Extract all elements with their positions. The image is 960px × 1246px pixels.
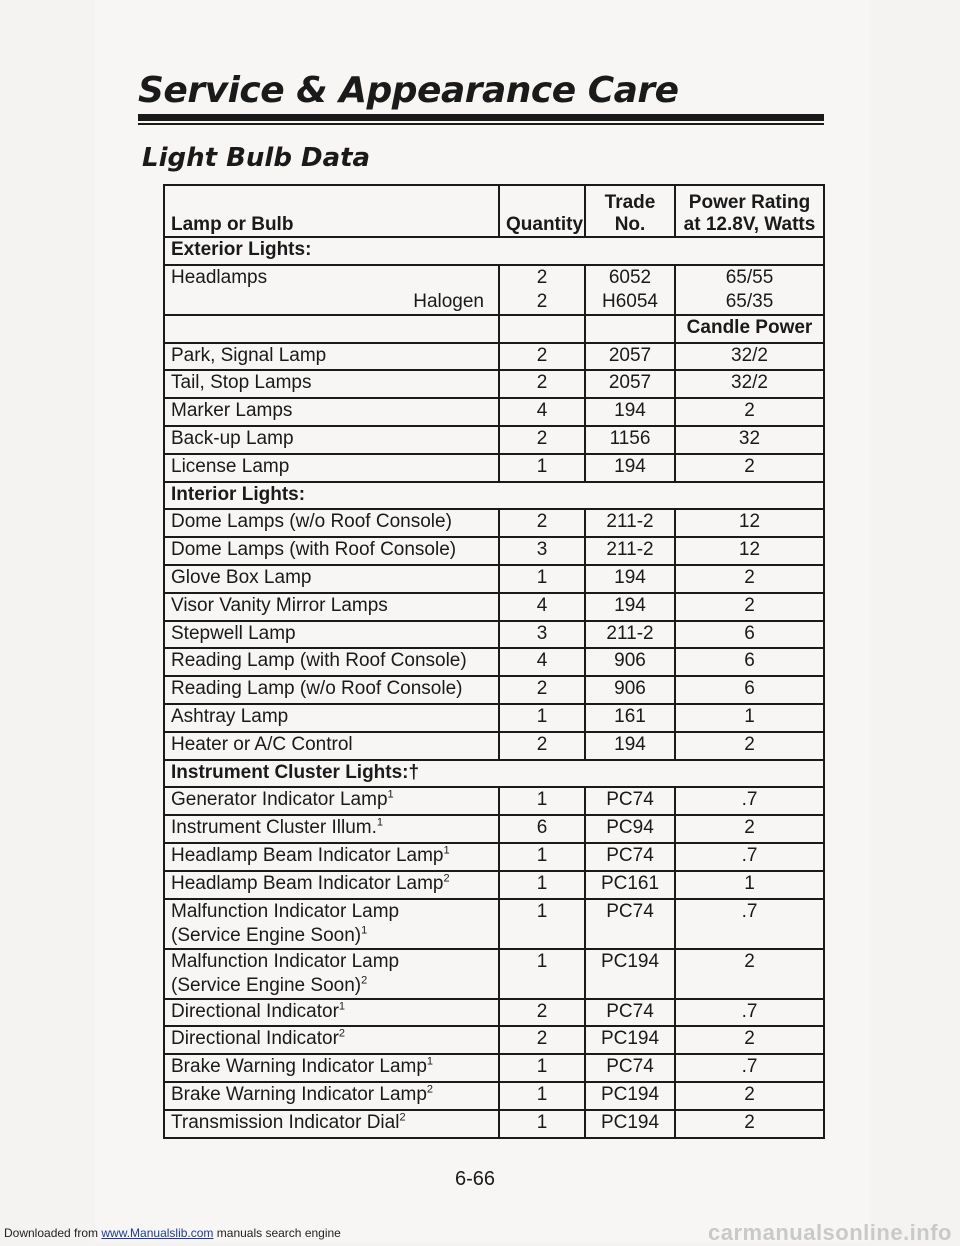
table-row xyxy=(164,454,824,482)
cell-qty: 1 xyxy=(499,899,585,949)
download-prefix: Downloaded from xyxy=(4,1226,102,1240)
cell-empty xyxy=(164,315,499,343)
cell-trade: 906 xyxy=(585,648,675,676)
footnote-marker: 1 xyxy=(338,1000,346,1013)
table-row xyxy=(164,704,824,732)
cell-empty xyxy=(499,315,585,343)
footnote-marker: 1 xyxy=(376,816,384,829)
candle-power-label: Candle Power xyxy=(675,315,824,343)
cell-power: .7 xyxy=(675,899,824,949)
table-row xyxy=(164,593,824,621)
footnote-marker: 2 xyxy=(443,872,450,885)
lamp-name: Instrument Cluster Illum. xyxy=(171,817,377,839)
cell-power: 2 xyxy=(675,815,824,843)
cell-qty: 2 xyxy=(499,426,585,454)
cell-qty: 1 xyxy=(499,454,585,482)
cell-trade: PC74 xyxy=(585,1054,675,1082)
footnote-marker: 1 xyxy=(387,789,394,802)
cell-power: .7 xyxy=(675,999,824,1027)
cell-power: 32/2 xyxy=(675,370,824,398)
cell-power: 6 xyxy=(675,676,824,704)
cell-qty: 4 xyxy=(499,593,585,621)
table-row xyxy=(164,370,824,398)
cell-power: 2 xyxy=(675,732,824,760)
section-heading-instrument: Instrument Cluster Lights:† xyxy=(164,760,824,788)
cell-trade: PC194 xyxy=(585,949,675,999)
cell-trade: 161 xyxy=(585,704,675,732)
cell-lamp xyxy=(164,871,499,899)
lamp-name: Headlamp Beam Indicator Lamp xyxy=(171,872,444,894)
lamp-name: Transmission Indicator Dial xyxy=(171,1111,400,1133)
cell-lamp: Visor Vanity Mirror Lamps xyxy=(164,593,499,621)
table-row xyxy=(164,1082,824,1110)
cell-lamp: Stepwell Lamp xyxy=(164,621,499,649)
cell-qty: 2 xyxy=(499,999,585,1027)
cell-lamp xyxy=(164,265,499,315)
cell-power: 2 xyxy=(675,1082,824,1110)
cell-lamp: Dome Lamps (w/o Roof Console) xyxy=(164,509,499,537)
cell-trade: PC74 xyxy=(585,843,675,871)
cell-qty: 2 xyxy=(499,343,585,371)
cell-lamp xyxy=(164,815,499,843)
cell-lamp xyxy=(164,787,499,815)
cell-trade: 194 xyxy=(585,565,675,593)
cell-trade: PC94 xyxy=(585,815,675,843)
cell-trade: 1156 xyxy=(585,426,675,454)
table-row xyxy=(164,1110,824,1138)
lamp-name-line2-text: (Service Engine Soon) xyxy=(171,924,362,946)
cell-power: 1 xyxy=(675,871,824,899)
footnote-marker: 1 xyxy=(443,844,450,857)
table-row xyxy=(164,343,824,371)
cell-qty: 1 xyxy=(499,949,585,999)
cell-qty xyxy=(499,265,585,315)
cell-trade: 906 xyxy=(585,676,675,704)
download-note xyxy=(4,1226,341,1240)
footnote-marker: 2 xyxy=(361,974,368,987)
cell-lamp: Heater or A/C Control xyxy=(164,732,499,760)
table-row xyxy=(164,509,824,537)
cell-lamp: Reading Lamp (w/o Roof Console) xyxy=(164,676,499,704)
col-header-power-line1: Power Rating xyxy=(688,192,811,213)
lamp-name-line2-text: (Service Engine Soon) xyxy=(171,974,362,996)
cell-qty: 1 xyxy=(499,565,585,593)
table-row xyxy=(164,648,824,676)
cell-qty: 3 xyxy=(499,537,585,565)
cell-trade: 194 xyxy=(585,398,675,426)
cell-trade: 211-2 xyxy=(585,509,675,537)
cell-power: 12 xyxy=(675,537,824,565)
lamp-name: Directional Indicator xyxy=(171,1028,339,1050)
table-row xyxy=(164,871,824,899)
page-number: 6-66 xyxy=(455,1168,496,1190)
cell-qty: 2 xyxy=(499,732,585,760)
cell-qty: 2 xyxy=(499,676,585,704)
lamp-name-line1: Malfunction Indicator Lamp xyxy=(171,950,400,972)
cell-power: 2 xyxy=(675,1026,824,1054)
chapter-title: Service & Appearance Care xyxy=(138,70,679,111)
cell-trade: 194 xyxy=(585,593,675,621)
cell-power: 32 xyxy=(675,426,824,454)
cell-lamp: Ashtray Lamp xyxy=(164,704,499,732)
cell-trade: 2057 xyxy=(585,370,675,398)
cell-trade: PC74 xyxy=(585,999,675,1027)
lamp-name: Brake Warning Indicator Lamp xyxy=(171,1056,427,1078)
cell-empty xyxy=(585,315,675,343)
col-header-trade-line1: Trade xyxy=(604,192,656,213)
col-header-quantity: Quantity xyxy=(499,185,585,237)
cell-trade: 194 xyxy=(585,732,675,760)
col-header-trade-line2: No. xyxy=(614,214,646,235)
headlamps-trade: 6052 xyxy=(608,266,652,288)
cell-qty: 1 xyxy=(499,843,585,871)
cell-power: .7 xyxy=(675,843,824,871)
cell-trade: 194 xyxy=(585,454,675,482)
header-rule xyxy=(138,114,824,121)
headlamps-power2: 65/35 xyxy=(725,290,774,312)
cell-qty: 3 xyxy=(499,621,585,649)
section-row xyxy=(164,482,824,510)
cell-power: 32/2 xyxy=(675,343,824,371)
table-row xyxy=(164,621,824,649)
table-row xyxy=(164,426,824,454)
section-row-exterior xyxy=(164,237,824,265)
footnote-marker: 1 xyxy=(361,924,368,937)
section-row xyxy=(164,760,824,788)
section-title: Light Bulb Data xyxy=(142,143,371,173)
cell-lamp: Reading Lamp (with Roof Console) xyxy=(164,648,499,676)
table-row xyxy=(164,787,824,815)
cell-power: 2 xyxy=(675,454,824,482)
lamp-name-line2 xyxy=(171,974,492,998)
cell-lamp: Back-up Lamp xyxy=(164,426,499,454)
cell-power: 12 xyxy=(675,509,824,537)
cell-qty: 1 xyxy=(499,1054,585,1082)
cell-trade: PC161 xyxy=(585,871,675,899)
cell-qty: 1 xyxy=(499,787,585,815)
cell-qty: 4 xyxy=(499,398,585,426)
cell-lamp xyxy=(164,1026,499,1054)
table-row xyxy=(164,949,824,999)
headlamps-qty: 2 xyxy=(536,266,548,288)
lamp-name: Headlamp Beam Indicator Lamp xyxy=(171,844,444,866)
table-row xyxy=(164,676,824,704)
table-row xyxy=(164,537,824,565)
table-row xyxy=(164,899,824,949)
headlamps-sub-label: Halogen xyxy=(413,290,484,312)
cell-lamp: License Lamp xyxy=(164,454,499,482)
table-row xyxy=(164,1054,824,1082)
cell-power: 2 xyxy=(675,398,824,426)
cell-qty: 2 xyxy=(499,1026,585,1054)
table-row xyxy=(164,565,824,593)
cell-power: 2 xyxy=(675,565,824,593)
headlamps-power: 65/55 xyxy=(725,266,774,288)
headlamps-qty2: 2 xyxy=(536,290,548,312)
cell-power: 2 xyxy=(675,949,824,999)
cell-trade: PC74 xyxy=(585,787,675,815)
cell-power: 6 xyxy=(675,648,824,676)
cell-trade: PC194 xyxy=(585,1110,675,1138)
cell-qty: 1 xyxy=(499,704,585,732)
footnote-marker: 1 xyxy=(426,1055,434,1068)
lamp-name: Brake Warning Indicator Lamp xyxy=(171,1083,427,1105)
cell-power: 6 xyxy=(675,621,824,649)
cell-lamp: Park, Signal Lamp xyxy=(164,343,499,371)
table-row-headlamps xyxy=(164,265,824,315)
headlamps-label: Headlamps xyxy=(171,266,268,288)
cell-trade: 211-2 xyxy=(585,537,675,565)
cell-power: 1 xyxy=(675,704,824,732)
cell-power: .7 xyxy=(675,787,824,815)
cell-qty: 1 xyxy=(499,1110,585,1138)
cell-power: .7 xyxy=(675,1054,824,1082)
cell-lamp: Glove Box Lamp xyxy=(164,565,499,593)
table-row xyxy=(164,843,824,871)
cell-trade: PC74 xyxy=(585,899,675,949)
cell-trade xyxy=(585,265,675,315)
manualslib-link[interactable]: www.Manualslib.com xyxy=(101,1226,214,1240)
section-heading-interior: Interior Lights: xyxy=(164,482,824,510)
cell-trade: 211-2 xyxy=(585,621,675,649)
cell-lamp xyxy=(164,843,499,871)
lamp-name-line2 xyxy=(171,924,492,948)
headlamps-trade2: H6054 xyxy=(602,290,658,312)
col-header-power xyxy=(675,185,824,237)
col-header-power-line2: at 12.8V, Watts xyxy=(683,214,816,235)
section-heading-exterior: Exterior Lights: xyxy=(164,237,824,265)
cell-qty: 2 xyxy=(499,509,585,537)
cell-qty: 1 xyxy=(499,1082,585,1110)
cell-lamp: Marker Lamps xyxy=(164,398,499,426)
cell-trade: PC194 xyxy=(585,1082,675,1110)
col-header-lamp: Lamp or Bulb xyxy=(164,185,499,237)
candle-power-row xyxy=(164,315,824,343)
cell-lamp xyxy=(164,1054,499,1082)
table-row xyxy=(164,398,824,426)
footnote-marker: 2 xyxy=(426,1083,434,1096)
cell-qty: 6 xyxy=(499,815,585,843)
table-row xyxy=(164,999,824,1027)
table-row xyxy=(164,815,824,843)
table-row xyxy=(164,732,824,760)
cell-lamp xyxy=(164,899,499,949)
cell-trade: 2057 xyxy=(585,343,675,371)
footnote-marker: 2 xyxy=(338,1028,346,1040)
cell-trade: PC194 xyxy=(585,1026,675,1054)
lamp-name: Directional Indicator xyxy=(171,1000,339,1022)
cell-qty: 4 xyxy=(499,648,585,676)
cell-lamp: Tail, Stop Lamps xyxy=(164,370,499,398)
lamp-name-line1: Malfunction Indicator Lamp xyxy=(171,900,400,922)
cell-lamp xyxy=(164,1082,499,1110)
footnote-marker: 2 xyxy=(399,1111,406,1124)
cell-lamp xyxy=(164,949,499,999)
col-header-trade xyxy=(585,185,675,237)
cell-lamp xyxy=(164,999,499,1027)
download-suffix: manuals search engine xyxy=(213,1226,341,1240)
cell-power: 2 xyxy=(675,593,824,621)
lamp-name: Generator Indicator Lamp xyxy=(171,789,388,811)
header-rule-thin xyxy=(138,123,824,125)
light-bulb-table xyxy=(163,184,825,1139)
cell-power: 2 xyxy=(675,1110,824,1138)
cell-lamp: Dome Lamps (with Roof Console) xyxy=(164,537,499,565)
table-row xyxy=(164,1026,824,1054)
cell-qty: 1 xyxy=(499,871,585,899)
cell-power xyxy=(675,265,824,315)
table-header-row xyxy=(164,185,824,237)
cell-qty: 2 xyxy=(499,370,585,398)
cell-lamp xyxy=(164,1110,499,1138)
watermark-logo: carmanualsonline.info xyxy=(708,1220,952,1245)
